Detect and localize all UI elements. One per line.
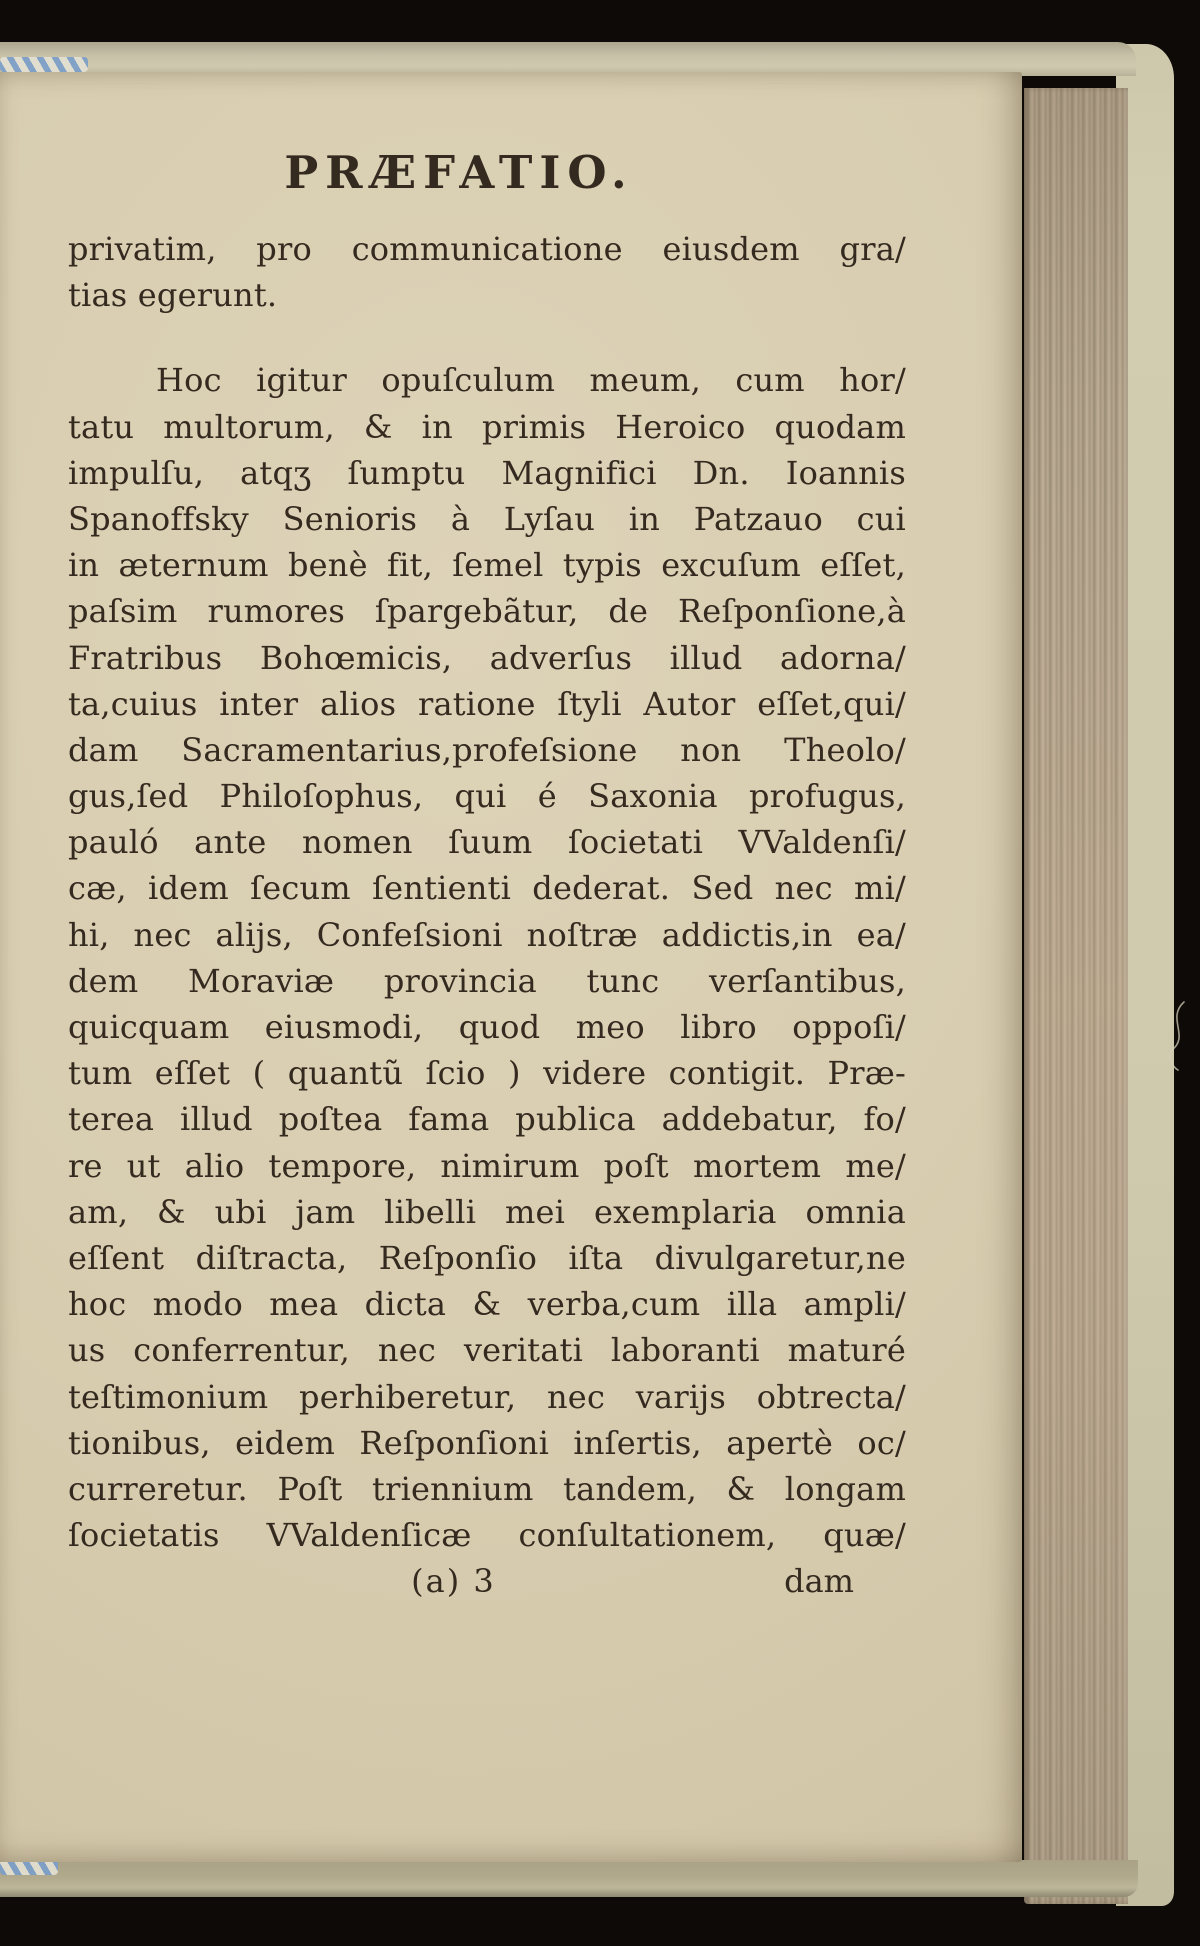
text-line: hoc modo mea dicta & verba,cum illa ampli/ — [68, 1285, 906, 1324]
page-block-bottom-edge — [0, 1860, 1138, 1897]
text-line: dam Sacramentarius,profeſsione non Theolo/ — [68, 730, 906, 769]
text-line: am, & ubi jam libelli mei exemplaria omnia — [68, 1192, 906, 1231]
signature-mark: (a) 3 — [411, 1562, 496, 1601]
page-block-fore-edge — [1024, 88, 1128, 1904]
text-line: pauló ante nomen ſuum ſocietati VValdenſi/ — [68, 823, 906, 862]
text-line: paſsim rumores ſpargebãtur, de Reſponſione,à — [68, 592, 906, 631]
page-text — [68, 226, 906, 1604]
page-block-top-edge — [0, 42, 1136, 76]
catchword: dam — [784, 1562, 854, 1601]
text-line: gus,ſed Philoſophus, qui é Saxonia profugus, — [68, 777, 906, 816]
text-line: re ut alio tempore, nimirum poſt mortem me/ — [68, 1146, 906, 1185]
text-line: Spanoffsky Senioris à Lyſau in Patzauo cui — [68, 499, 906, 538]
book-page — [0, 72, 1022, 1862]
text-line: dem Moraviæ provincia tunc verſantibus, — [68, 961, 906, 1000]
text-line: teſtimonium perhiberetur, nec varijs obtrecta/ — [68, 1377, 906, 1416]
text-line: tionibus, eidem Reſponſioni inſertis, apertè oc/ — [68, 1423, 906, 1462]
text-line: us conferrentur, nec veritati laboranti maturé — [68, 1331, 906, 1370]
text-line: quicquam eiusmodi, quod meo libro oppoſi/ — [68, 1008, 906, 1046]
endband-thread-top — [0, 57, 88, 72]
text-line: Fratribus Bohœmicis, adverſus illud adorna/ — [68, 638, 906, 677]
text-line: privatim, pro communicatione eiusdem gra/ — [68, 230, 906, 268]
text-line: tias egerunt. — [68, 276, 278, 315]
text-lines — [68, 226, 906, 1558]
signature-line — [68, 1558, 906, 1604]
text-line: ſocietatis VValdenſicæ conſultationem, quæ/ — [68, 1516, 906, 1555]
text-line: hi, nec alijs, Confeſsioni noſtræ addictis,in ea/ — [68, 915, 906, 954]
text-line: tum eſſet ( quantũ ſcio ) videre contigit. Præ- — [68, 1054, 906, 1093]
text-line: ta,cuius inter alios ratione ſtyli Autor eſſet,qui/ — [68, 684, 906, 723]
text-line: eſſent diſtracta, Reſponſio iſta divulgaretur,ne — [68, 1238, 906, 1277]
text-line: curreretur. Poſt triennium tandem, & longam — [68, 1469, 906, 1508]
page-title: PRÆFATIO. — [284, 146, 634, 199]
text-line: terea illud poſtea fama publica addebatur, fo/ — [68, 1100, 906, 1139]
text-line: in æternum benè fit, ſemel typis excuſum eſſet, — [68, 546, 906, 585]
text-line: Hoc igitur opuſculum meum, cum hor/ — [156, 361, 906, 400]
text-line: impulſu, atqʒ ſumptu Magnifici Dn. Ioannis — [68, 453, 906, 492]
text-line: tatu multorum, & in primis Heroico quodam — [68, 407, 906, 446]
text-line: cæ, idem ſecum ſentienti dederat. Sed nec mi/ — [68, 869, 906, 908]
dust-fiber-icon — [1164, 1000, 1190, 1072]
